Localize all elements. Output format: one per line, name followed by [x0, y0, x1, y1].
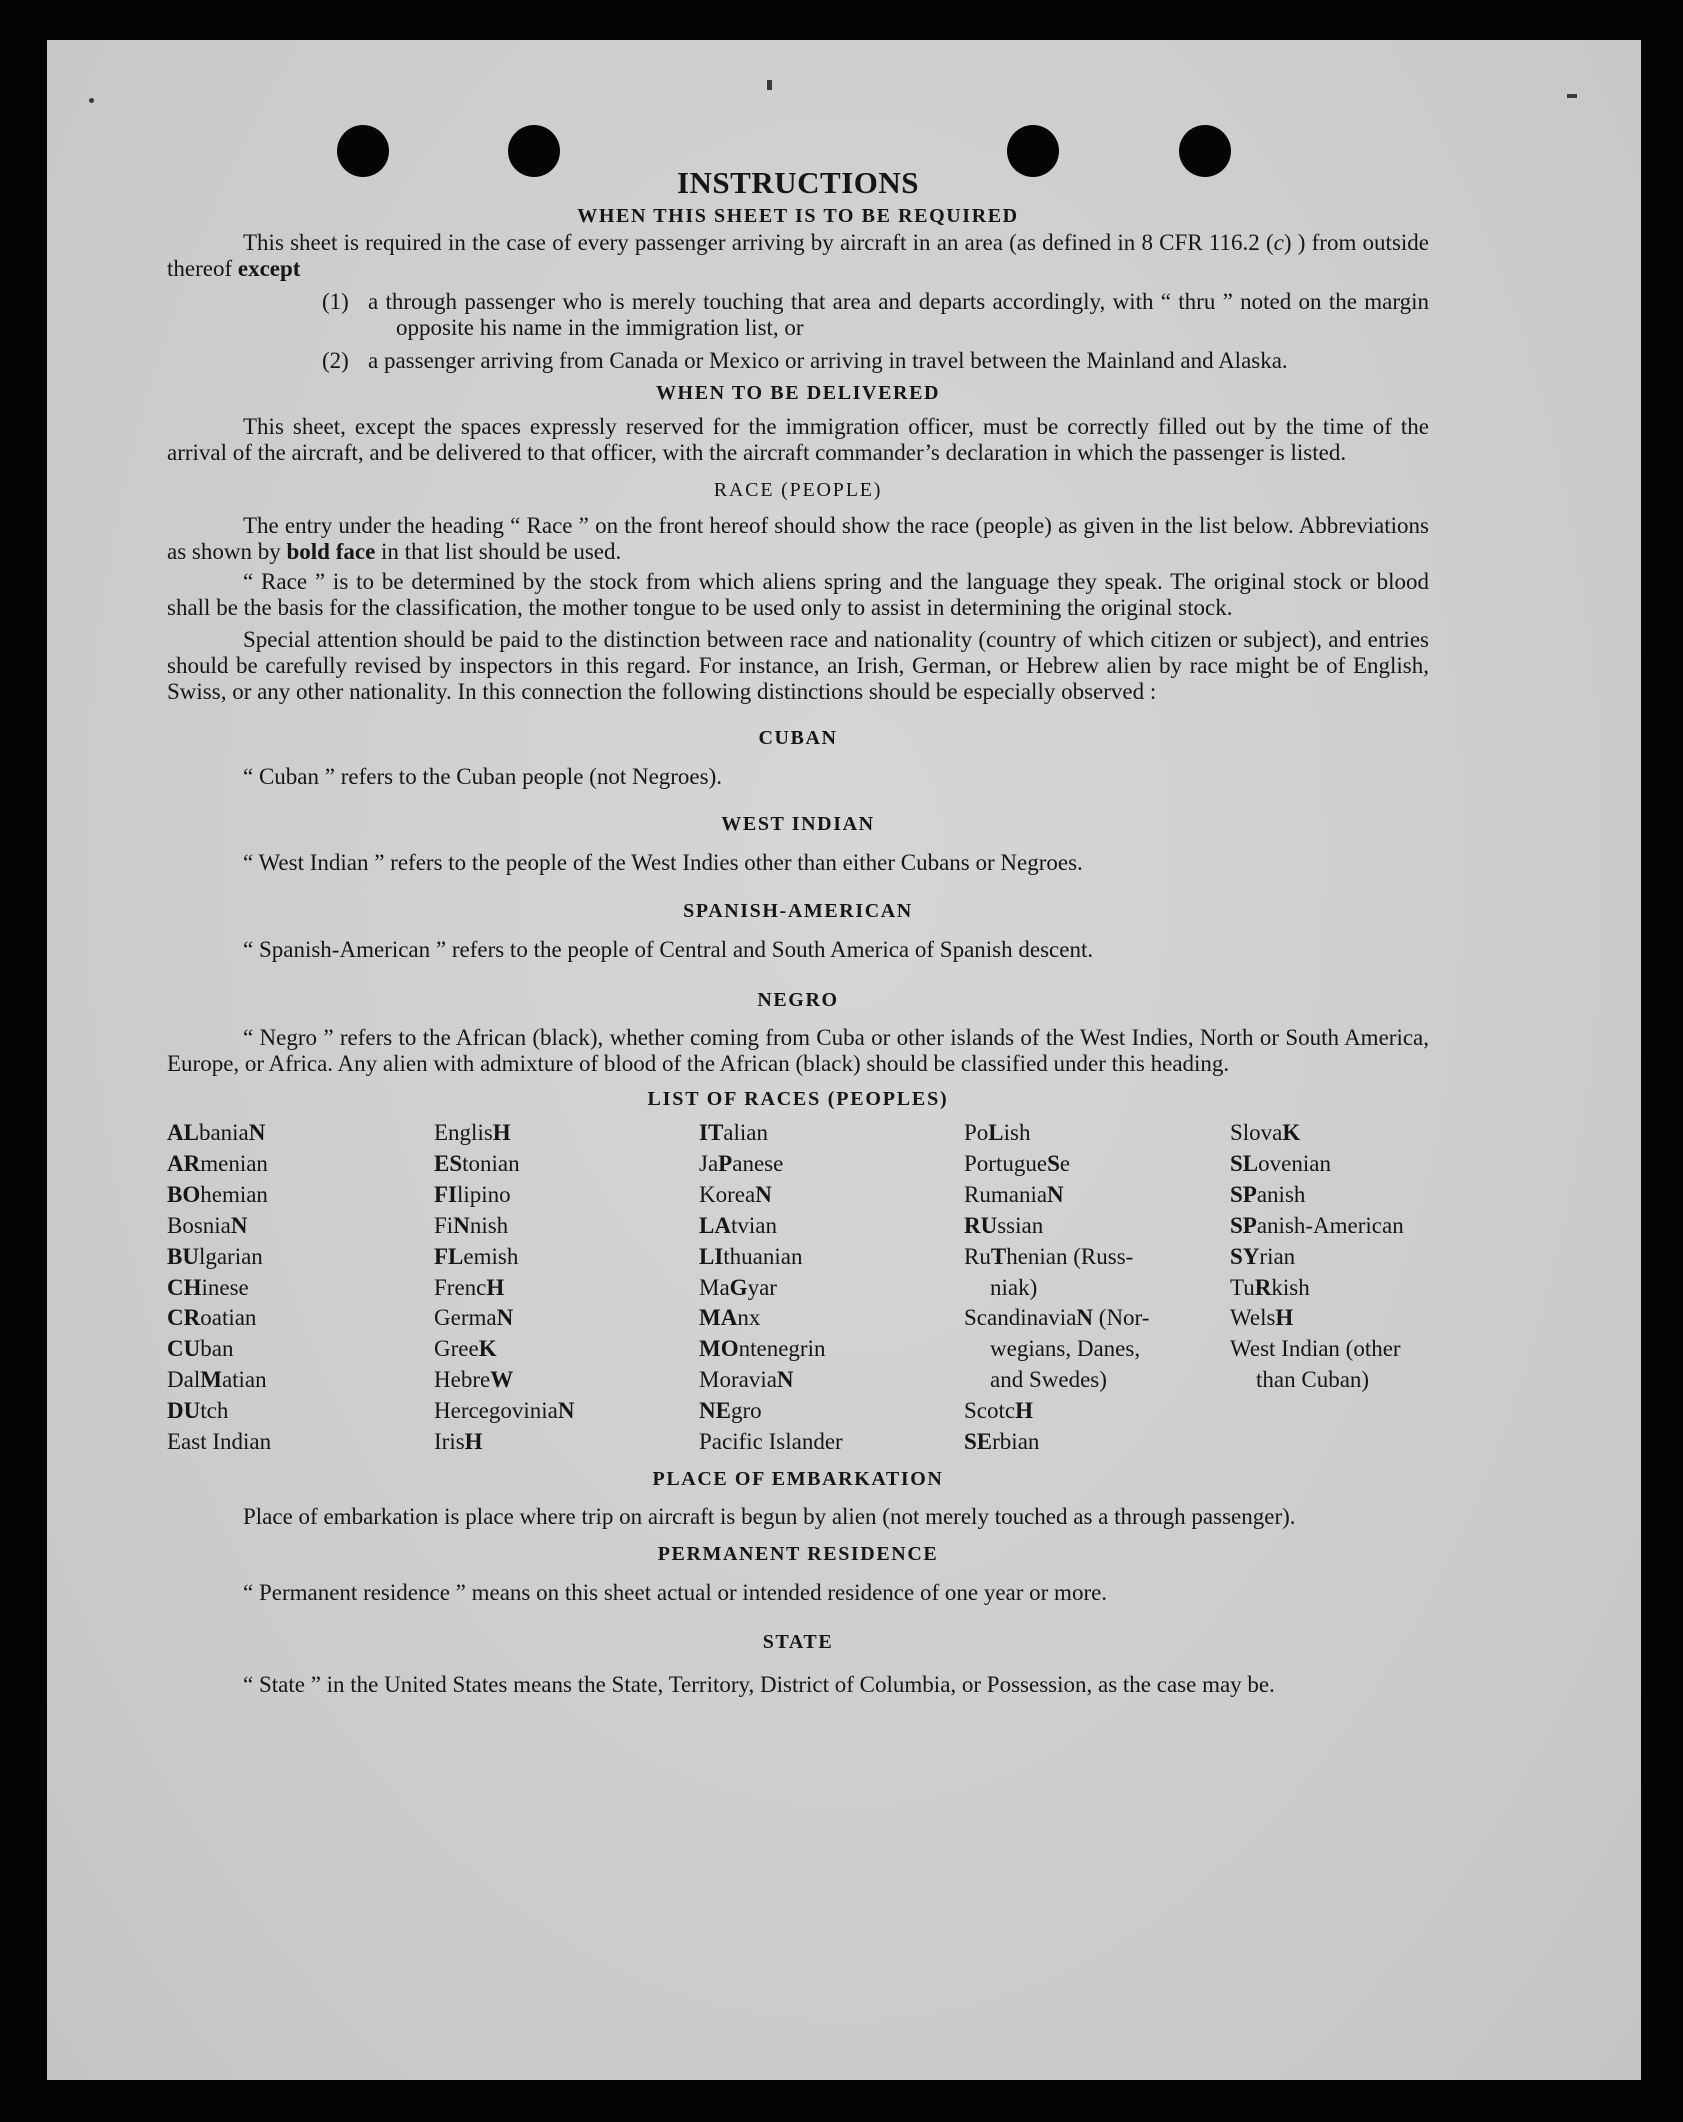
race-abbrev: LI	[699, 1243, 724, 1269]
race-entry	[699, 1334, 964, 1365]
race-entry	[699, 1303, 964, 1334]
race-abbrev: H	[1015, 1398, 1033, 1424]
race-text: (Nor-	[1093, 1305, 1150, 1331]
cuban-text: “ Cuban ” refers to the Cuban people (not Negroes).	[243, 764, 723, 789]
race-entry	[167, 1211, 434, 1242]
race-entry	[699, 1211, 964, 1242]
race-text: Slova	[1230, 1120, 1283, 1145]
race-abbrev: DU	[167, 1398, 201, 1424]
section-heading-when-required: WHEN THIS SHEET IS TO BE REQUIRED	[577, 205, 1019, 227]
race-text: Po	[964, 1120, 989, 1145]
race-entry	[434, 1365, 699, 1396]
race-entry	[699, 1149, 964, 1180]
race-paragraph-1	[167, 513, 1429, 565]
race-entry	[1230, 1365, 1429, 1396]
section-heading-state: STATE	[762, 1630, 834, 1653]
race-abbrev: CR	[167, 1305, 201, 1331]
race-p1-bold: bold face	[286, 539, 376, 564]
race-text: East Indian	[167, 1429, 272, 1455]
race-entry	[699, 1118, 964, 1149]
race-text: Englis	[434, 1120, 493, 1145]
instructions-content	[167, 122, 1429, 1701]
race-abbrev: FL	[434, 1243, 464, 1269]
races-column	[434, 1118, 699, 1458]
speck	[767, 80, 772, 90]
race-text: Korea	[699, 1181, 756, 1207]
race-text: Moravia	[699, 1367, 777, 1393]
race-entry	[1230, 1303, 1429, 1334]
race-text: Scotc	[964, 1398, 1016, 1424]
item-number: (1)	[322, 289, 349, 314]
race-text: atian	[221, 1367, 267, 1393]
race-text: Dal	[167, 1367, 201, 1393]
race-text: henian (Russ-	[1006, 1243, 1134, 1269]
race-text: Tu	[1230, 1274, 1255, 1300]
race-paragraph-3: Special attention should be paid to the distinction between race and nationality (country of which citizen or subject), and entries should be carefully revised by inspectors in this regard. For instance, an Irish, German, or Hebrew alien by race might be of English, Swiss, or any other nationality. In this connection the following distinctions should be especially observed :	[167, 627, 1429, 704]
item-text-body: a through passenger who is merely touching that area and departs accordingly, with “ thru ” noted on the margin opposite his name in the immigration list, or	[368, 289, 1429, 340]
race-entry	[699, 1365, 964, 1396]
race-text: Pacific Islander	[699, 1429, 843, 1455]
race-entry	[964, 1118, 1230, 1149]
race-abbrev: IT	[699, 1120, 724, 1145]
race-entry	[167, 1396, 434, 1427]
speck	[1567, 94, 1577, 98]
race-entry	[1230, 1273, 1429, 1304]
race-entry	[434, 1180, 699, 1211]
races-column	[699, 1118, 964, 1458]
when-delivered-text: This sheet, except the spaces expressly reserved for the immigration officer, must be correctly filled out by the time of the arrival of the aircraft, and be delivered to that officer, with the aircraft commander’s declaration in which the passenger is listed.	[167, 414, 1429, 465]
race-text: ssian	[997, 1212, 1044, 1238]
race-text: rbian	[992, 1429, 1040, 1455]
race-text: niak)	[990, 1274, 1038, 1300]
race-entry	[167, 1149, 434, 1180]
race-text: Fi	[434, 1212, 454, 1238]
race-text: menian	[200, 1150, 268, 1176]
section-heading-place-of-embarkation: PLACE OF EMBARKATION	[652, 1467, 944, 1490]
race-text: kish	[1271, 1274, 1310, 1300]
race-text: Ru	[964, 1243, 991, 1269]
race-text: rian	[1259, 1243, 1296, 1269]
race-abbrev: H	[464, 1429, 483, 1455]
section-heading-when-delivered: WHEN TO BE DELIVERED	[655, 382, 941, 404]
race-text: Wels	[1230, 1305, 1276, 1331]
section-heading-spanish-american: SPANISH-AMERICAN	[683, 900, 913, 922]
race-text: Bosnia	[167, 1212, 231, 1238]
race-text: Rumania	[964, 1181, 1048, 1207]
race-entry	[1230, 1118, 1429, 1149]
race-text: Portugue	[964, 1150, 1048, 1176]
race-text: inese	[201, 1274, 249, 1300]
race-entry	[434, 1211, 699, 1242]
race-abbrev: CU	[167, 1336, 201, 1362]
item-text-body: a passenger arriving from Canada or Mexico or arriving in travel between the Mainland and Alaska.	[368, 348, 1288, 373]
race-abbrev: CH	[167, 1274, 202, 1300]
race-abbrev: P	[718, 1150, 733, 1176]
race-text: alian	[723, 1120, 768, 1145]
race-text: emish	[463, 1243, 519, 1269]
race-entry	[434, 1242, 699, 1273]
race-text: ban	[200, 1336, 234, 1362]
race-abbrev: SP	[1230, 1181, 1257, 1207]
race-entry	[167, 1242, 434, 1273]
race-abbrev: LA	[699, 1212, 731, 1238]
race-abbrev: N	[755, 1181, 772, 1207]
race-abbrev: H	[486, 1274, 505, 1300]
race-abbrev: SY	[1230, 1243, 1260, 1269]
race-text: nish	[469, 1212, 509, 1238]
race-abbrev: N	[1047, 1181, 1064, 1207]
race-text: anish	[1256, 1181, 1306, 1207]
race-entry	[167, 1118, 434, 1149]
section-heading-negro: NEGRO	[757, 989, 839, 1011]
race-abbrev: H	[1275, 1305, 1294, 1331]
race-abbrev: S	[1047, 1150, 1060, 1176]
race-entry	[964, 1303, 1230, 1334]
race-text: Ma	[699, 1274, 730, 1300]
race-abbrev: N	[230, 1212, 248, 1238]
race-entry	[699, 1396, 964, 1427]
race-entry	[699, 1273, 964, 1304]
race-entry	[964, 1365, 1230, 1396]
race-text: lgarian	[198, 1243, 263, 1269]
race-abbrev: FI	[434, 1181, 457, 1207]
state-text: “ State ” in the United States means the State, Territory, District of Columbia, or Possession, as the case may be.	[243, 1671, 1275, 1697]
races-table	[167, 1118, 1429, 1458]
section-heading-cuban: CUBAN	[758, 727, 838, 749]
race-entry	[964, 1180, 1230, 1211]
race-text: West Indian (other	[1230, 1336, 1401, 1362]
permanent-residence-text: “ Permanent residence ” means on this sheet actual or intended residence of one year or more.	[243, 1579, 1108, 1605]
race-entry	[699, 1180, 964, 1211]
race-entry	[167, 1303, 434, 1334]
race-entry	[434, 1396, 699, 1427]
race-text: anish-American	[1256, 1212, 1404, 1238]
race-text: bania	[198, 1120, 249, 1145]
intro-text-after: ) ) from outside thereof	[167, 230, 1429, 281]
race-paragraph-2: “ Race ” is to be determined by the stock from which aliens spring and the language they speak. The original stock or blood shall be the basis for the classification, the mother tongue to be used only to assist in determining the original stock.	[167, 569, 1429, 620]
race-text: lipino	[457, 1181, 511, 1207]
race-text: gro	[730, 1398, 762, 1424]
races-column	[167, 1118, 434, 1458]
race-abbrev: N	[557, 1398, 575, 1424]
race-entry	[964, 1149, 1230, 1180]
race-abbrev: AR	[167, 1150, 201, 1176]
section-heading-race: RACE (PEOPLE)	[713, 479, 883, 501]
speck	[89, 98, 94, 103]
race-entry	[964, 1334, 1230, 1365]
race-entry	[434, 1334, 699, 1365]
race-abbrev: M	[200, 1367, 222, 1393]
race-entry	[434, 1118, 699, 1149]
race-entry	[167, 1334, 434, 1365]
race-text: yar	[747, 1274, 777, 1300]
race-text: Hebre	[434, 1367, 491, 1393]
item-text	[368, 348, 1429, 374]
race-abbrev: NE	[699, 1398, 731, 1424]
race-abbrev: H	[492, 1120, 511, 1145]
race-text: ntenegrin	[738, 1336, 826, 1362]
race-p1-text-after: in that list should be used.	[375, 539, 622, 564]
race-text: hemian	[200, 1181, 268, 1207]
race-text: anese	[732, 1150, 784, 1176]
list-item	[322, 348, 1429, 374]
race-abbrev: SP	[1230, 1212, 1257, 1238]
section-heading-west-indian: WEST INDIAN	[721, 813, 875, 835]
race-entry	[434, 1149, 699, 1180]
race-entry	[1230, 1334, 1429, 1365]
intro-text: This sheet is required in the case of every passenger arriving by aircraft in an area (as defined in 8 CFR 116.2 (	[243, 230, 1274, 255]
race-text: Germa	[434, 1305, 497, 1331]
race-entry	[964, 1427, 1230, 1458]
race-entry	[964, 1242, 1230, 1273]
race-abbrev: RU	[964, 1212, 998, 1238]
intro-italic: c	[1273, 230, 1284, 255]
race-abbrev: L	[988, 1120, 1004, 1145]
race-text: nx	[737, 1305, 761, 1331]
race-abbrev: N	[1076, 1305, 1094, 1331]
race-entry	[1230, 1149, 1429, 1180]
race-abbrev: T	[990, 1243, 1007, 1269]
race-text: and Swedes)	[990, 1367, 1107, 1393]
race-abbrev: BU	[167, 1243, 199, 1269]
race-abbrev: K	[478, 1336, 497, 1362]
race-entry	[1230, 1180, 1429, 1211]
race-text: Scandinavia	[964, 1305, 1077, 1331]
race-text: wegians, Danes,	[990, 1336, 1141, 1362]
race-entry	[167, 1180, 434, 1211]
race-entry	[167, 1273, 434, 1304]
race-entry	[167, 1427, 434, 1458]
races-column	[1230, 1118, 1429, 1458]
race-entry	[434, 1273, 699, 1304]
race-abbrev: K	[1282, 1120, 1301, 1145]
item-number: (2)	[322, 348, 349, 373]
race-text: Hercegovinia	[434, 1398, 558, 1424]
race-abbrev: G	[729, 1274, 748, 1300]
item-text	[368, 289, 1429, 341]
race-entry	[964, 1211, 1230, 1242]
intro-bold: except	[237, 256, 301, 281]
race-abbrev: N	[248, 1120, 266, 1145]
negro-text: “ Negro ” refers to the African (black), whether coming from Cuba or other islands of the West Indies, North or South America, Europe, or Africa. Any alien with admixture of blood of the African (black) should be classified under this heading.	[167, 1025, 1429, 1076]
race-entry	[1230, 1242, 1429, 1273]
race-abbrev: BO	[167, 1181, 201, 1207]
race-entry	[434, 1427, 699, 1458]
race-entry	[699, 1427, 964, 1458]
section-heading-list-of-races: LIST OF RACES (PEOPLES)	[647, 1088, 949, 1110]
race-entry	[1230, 1211, 1429, 1242]
races-column	[964, 1118, 1230, 1458]
race-entry	[434, 1303, 699, 1334]
race-entry	[167, 1365, 434, 1396]
race-text: ovenian	[1258, 1150, 1331, 1176]
section-heading-permanent-residence: PERMANENT RESIDENCE	[657, 1542, 939, 1565]
race-text: Gree	[434, 1336, 479, 1362]
list-item	[322, 289, 1429, 341]
race-text: oatian	[200, 1305, 257, 1331]
race-abbrev: MA	[699, 1305, 738, 1331]
race-entry	[964, 1273, 1230, 1304]
race-entry	[964, 1396, 1230, 1427]
race-text: Iris	[434, 1429, 465, 1455]
race-text: thuanian	[723, 1243, 803, 1269]
race-text: tvian	[730, 1212, 777, 1238]
race-text: ish	[1003, 1120, 1031, 1145]
spanish-american-text: “ Spanish-American ” refers to the people of Central and South America of Spanish descent.	[243, 937, 1094, 962]
race-abbrev: N	[496, 1305, 514, 1331]
place-of-embarkation-text: Place of embarkation is place where trip on aircraft is begun by alien (not merely touched as a through passenger).	[243, 1503, 1296, 1529]
race-abbrev: SL	[1230, 1150, 1259, 1176]
page-title: INSTRUCTIONS	[676, 165, 919, 200]
race-abbrev: W	[490, 1367, 514, 1393]
race-abbrev: R	[1254, 1274, 1272, 1300]
race-abbrev: AL	[167, 1120, 199, 1145]
race-text: than Cuban)	[1256, 1367, 1370, 1393]
race-text: tonian	[462, 1150, 520, 1176]
race-abbrev: N	[776, 1367, 794, 1393]
race-text: tch	[200, 1398, 229, 1424]
race-text: Ja	[699, 1150, 719, 1176]
race-abbrev: N	[453, 1212, 470, 1238]
race-p1-text: The entry under the heading “ Race ” on the front hereof should show the race (people) as given in the list below. Abbreviations as shown by	[167, 513, 1429, 564]
race-entry	[699, 1242, 964, 1273]
race-abbrev: SE	[964, 1429, 993, 1455]
race-text: e	[1059, 1150, 1071, 1176]
race-abbrev: ES	[434, 1150, 463, 1176]
race-text: Frenc	[434, 1274, 487, 1300]
west-indian-text: “ West Indian ” refers to the people of the West Indies other than either Cubans or Negroes.	[243, 850, 1083, 875]
race-abbrev: MO	[699, 1336, 739, 1362]
when-required-intro	[167, 230, 1429, 282]
